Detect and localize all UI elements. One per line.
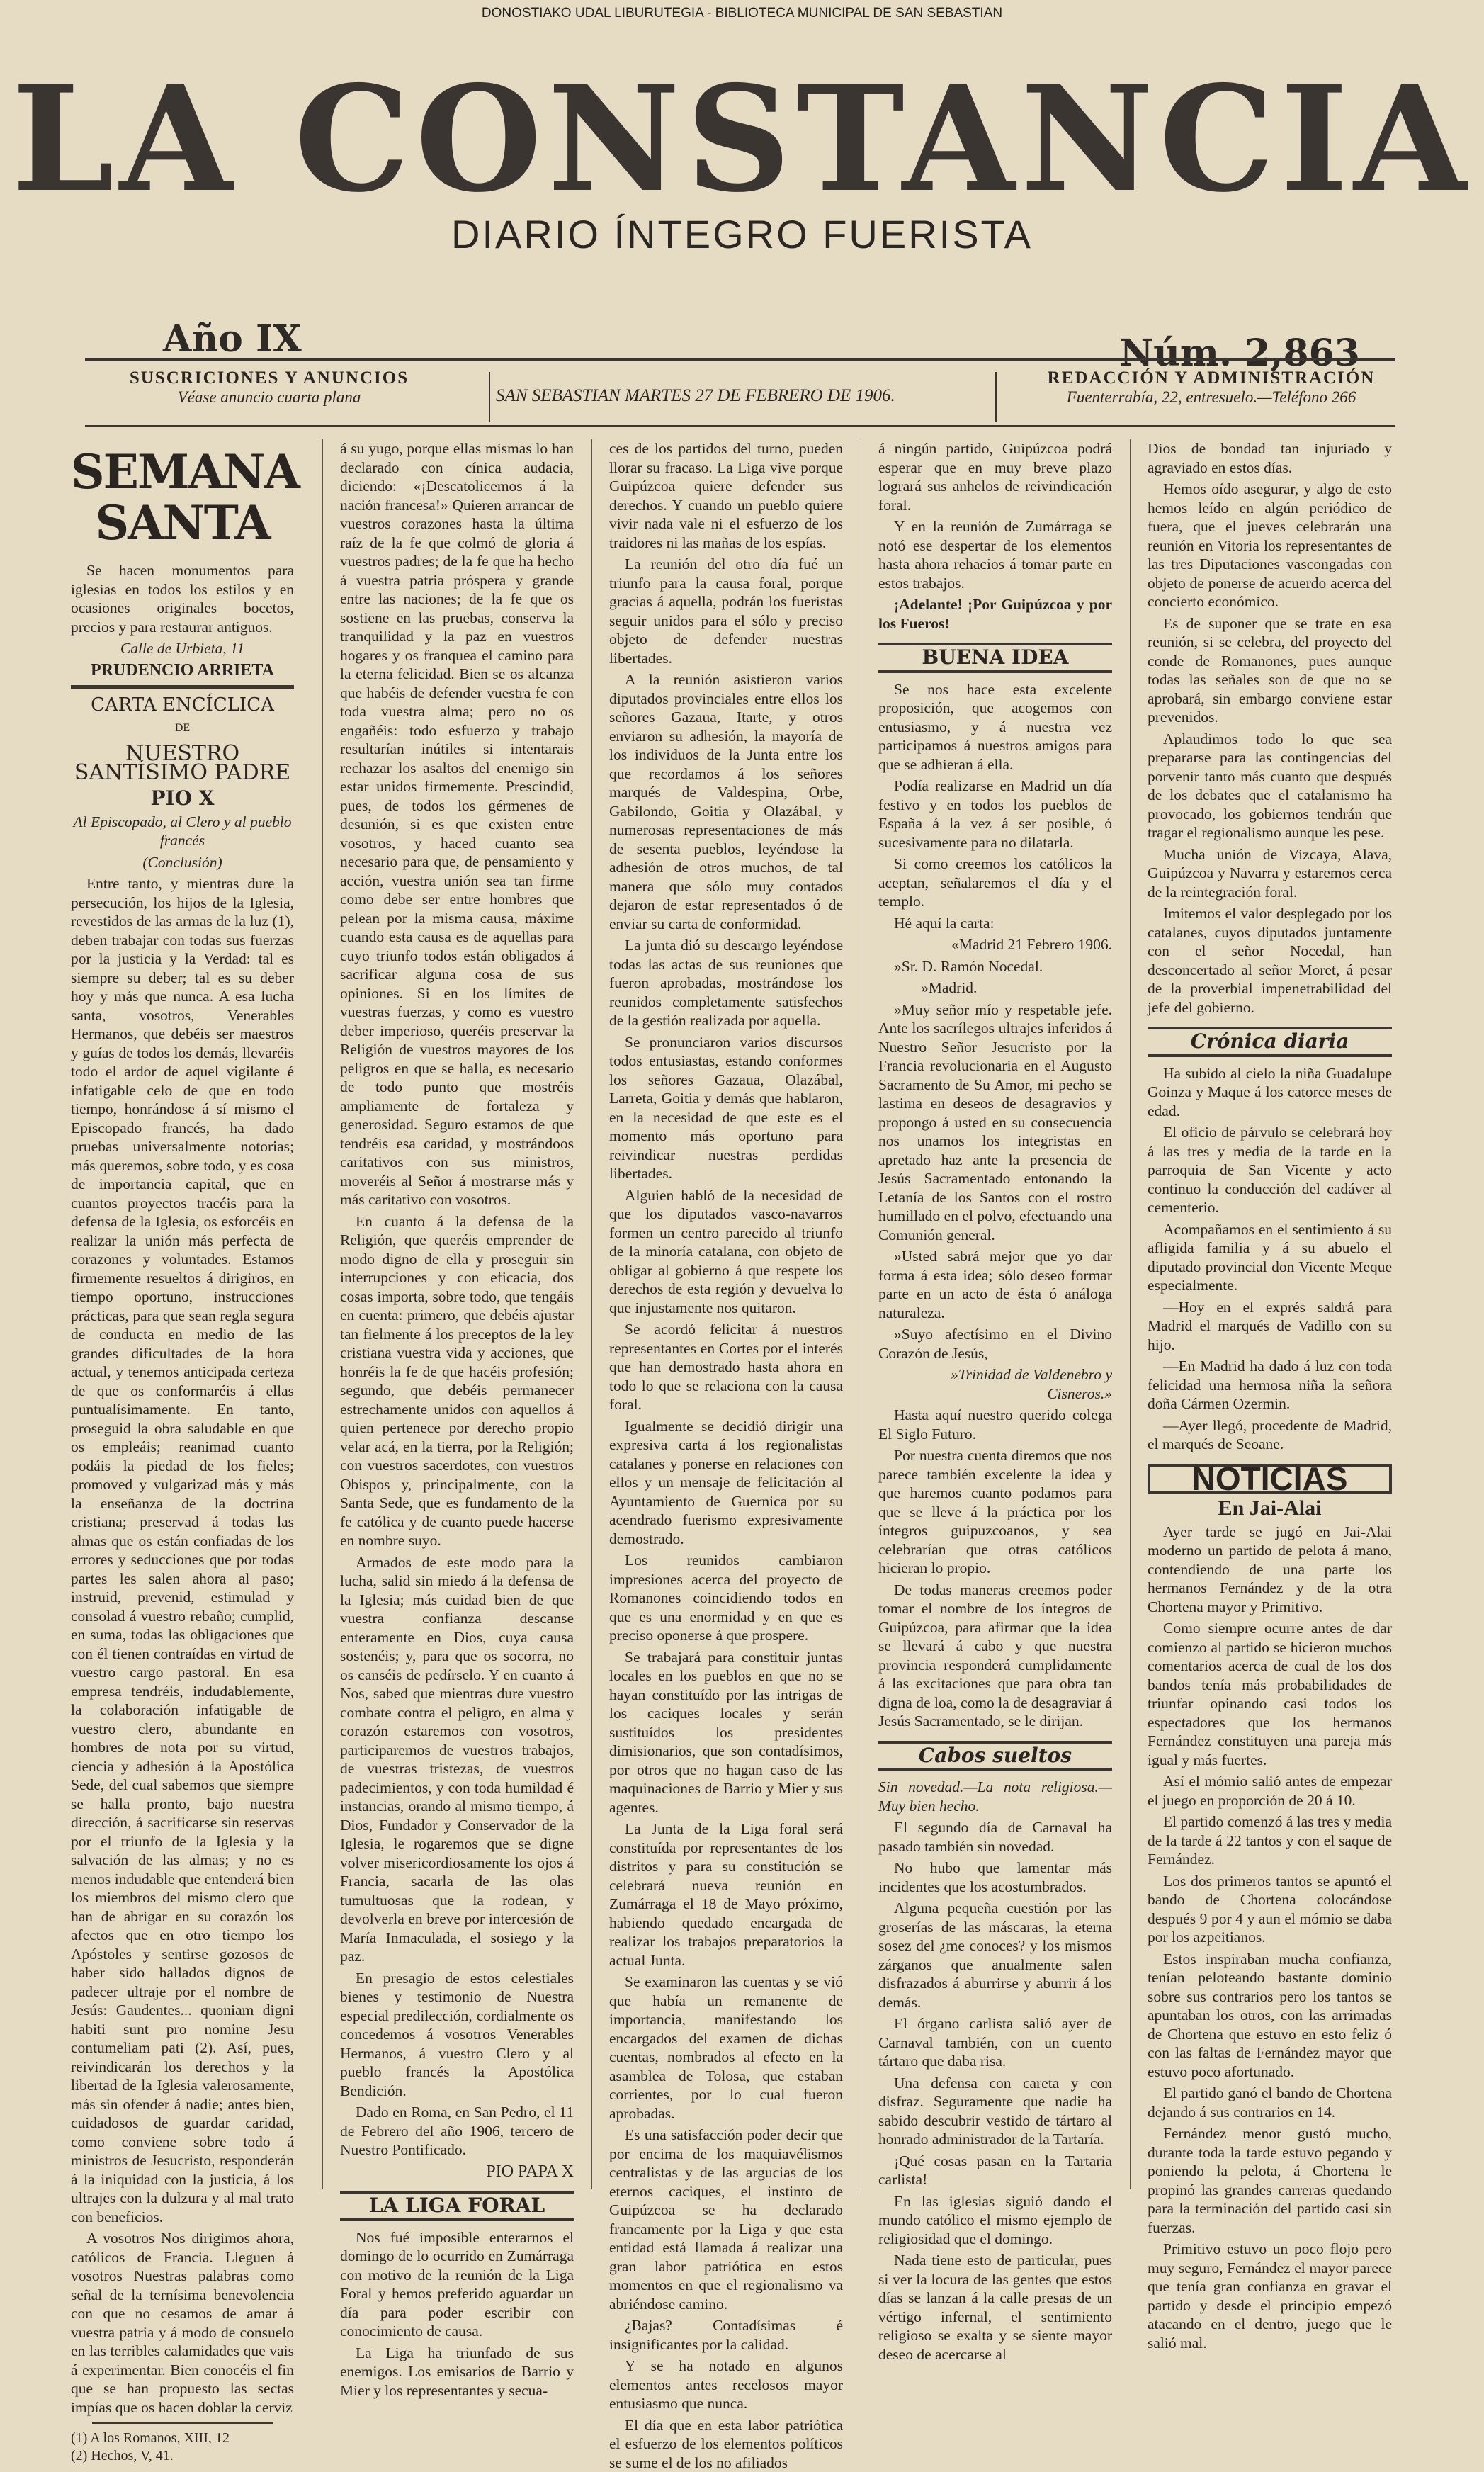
article-paragraph: Y se ha notado en algunos elementos antes recelosos mayor entusiasmo que nunca. [609,2357,843,2413]
column-2 [340,439,574,2189]
article-paragraph: El día que en esta labor patriótica el esfuerzo de los elementos políticos se sume el de los no afiliados [609,2416,843,2472]
article-paragraph: Mucha unión de Vizcaya, Alava, Guipúzcoa y Navarra y estaremos cerca de la reintegración foral. [1148,845,1392,902]
footnote: (2) Hechos, V, 41. [71,2447,294,2465]
noticias-heading: NOTICIAS [1148,1464,1392,1494]
article-paragraph: Como siempre ocurre antes de dar comienzo al partido se hicieron muchos comentarios acerca de cual de los dos bandos tenía más probabilidades de triunfar opinando casi todos los espectadores que los hermanos Fernández constituyen una pareja más igual y más fuertes. [1148,1619,1392,1769]
article-paragraph: Imitemos el valor desplegado por los catalanes, cuyos diputados juntamente con el señor Nocedal, han desconcertado al señor Moret, á pesar de la proverbial impenetrabilidad del jefe del gobierno. [1148,904,1392,1017]
encyclical-paragraph: Entre tanto, y mientras dure la persecución, los hijos de la Iglesia, revestidos de las armas de la luz (1), deben trabajar con todas sus fuerzas por la justicia y la Verdad: tal es siempre su deber; tal es su deber hoy y más que nunca. A esa lucha santa, vosotros, Venerables Hermanos, que debéis ser maestros y guías de todos los demás, llevaréis todo el ardor de aquel vigilante é infatigable celo de que en todo tiempo, honrándose á sí mismo el Episcopado francés, ha dado pruebas universalmente notorias; más queremos, sobre todo, y es cosa de importancia capital, que en cuantos proyectos tracéis para la defensa de la Iglesia, os esforcéis en realizar la unión más perfecta de corazones y voluntades. Estamos firmemente resueltos á dirigiros, en tiempo oportuno, instrucciones prácticas, para que sean regla segura de conducta en medio de las grandes dificultades de la hora actual, y tenemos anticipada certeza de que os conformaréis á ellas puntualísimamente. En tanto, proseguid la obra saludable en que os empleáis; reanimad cuanto podáis la piedad de los fieles; promoved y vulgarizad más y más la enseñanza de la doctrina cristiana; preservad á todas las almas que os están confiadas de los errores y seducciones que por todas partes les salen ahora al paso; instruid, prevenid, estimulad y consolad á vuestro rebaño; cumplid, en suma, todas las obligaciones que con él tienen contraídas en virtud de vuestro cargo pastoral. En esa empresa tendréis, indudablemente, la colaboración infatigable de vuestro clero, abundante en hombres de nota por su virtud, ciencia y adhesión á la Apostólica Sede, del cual sabemos que siempre se halla pronto, bajo nuestra dirección, á sacrificarse sin reservas por el triunfo de la Iglesia y la salvación de las almas; y no es menos indudable que entenderá bien los miembros del mismo clero que han de abrigar en su corazón los afectos que en otro tiempo los Apóstoles y sentirse gozosos de haber sido hallados dignos de padecer ultraje por el nombre de Jesús: Gaudentes... quoniam digni habiti sunt pro nomine Jesu contumeliam pati (2). Así, pues, reivindicarán los derechos y la libertad de la Iglesia valerosamente, más sin ofender á nadie; antes bien, cuidadosos de guardar caridad, como conviene sobre todo á ministros de Jesucristo, responderán á la iniquidad con la justicia, á los ultrajes con la dulzura y al mal trato con beneficios. [71,874,294,2226]
liga-foral-heading: LA LIGA FORAL [340,2191,574,2221]
article-paragraph: Hemos oído asegurar, y algo de esto hemos leído en algún periódico de fuera, que el jueves celebrarán una reunión en Vitoria los representantes de las tres Diputaciones vascongadas con objeto de ponerse de acuerdo acerca del concierto económico. [1148,480,1392,611]
article-paragraph: El oficio de párvulo se celebrará hoy á las tres y media de la tarde en la parroquia de San Vicente y acto continuo la conducción del cadáver al cementerio. [1148,1123,1392,1217]
ad-address: Calle de Urbieta, 11 [71,639,294,658]
column-divider [591,439,592,2189]
article-paragraph: Se examinaron las cuentas y se vió que había un remanente de importancia, manifestando los encargados del examen de dichas cuentas, nombrados al efecto en la asamblea de Tolosa, que estaban corrientes, por lo cual fueron aprobadas. [609,1972,843,2123]
article-paragraph: Se acordó felicitar á nuestros representantes en Cortes por el interés que han demostrado hasta ahora en todo lo que se relaciona con la causa foral. [609,1320,843,1414]
letter-heading: CARTA ENCÍCLICA [71,696,294,715]
column-3 [609,439,843,2189]
column-4 [878,439,1112,2189]
article-paragraph: á ningún partido, Guipúzcoa podrá esperar que en muy breve plazo logrará sus anhelos de reivindicación foral. [878,439,1112,514]
cronica-diaria-heading: Crónica diaria [1148,1027,1392,1057]
article-paragraph: Si como creemos los católicos la aceptan, señalaremos el día y el templo. [878,854,1112,911]
footnotes [71,2429,294,2465]
article-paragraph: De todas maneras creemos poder tomar el nombre de los íntegros de Guipúzcoa, para afirmar que la idea se llevará á cabo y que nuestra provincia responderá cumplidamente á las excitaciones que para obra tan digna de loa, como la de desagraviar á Jesús Sacramentado, se le dirijan. [878,1581,1112,1731]
article-paragraph: ¡Adelante! ¡Por Guipúzcoa y por los Fueros! [878,595,1112,633]
article-paragraph: —Ayer llegó, procedente de Madrid, el marqués de Seoane. [1148,1416,1392,1454]
article-paragraph: Y en la reunión de Zumárraga se notó ese despertar de los elementos hasta ahora rehacios á tomar parte en estos trabajos. [878,517,1112,592]
article-paragraph: La junta dió su descargo leyéndose todas las actas de sus reuniones que fueron aprobadas, mostrándose los reunidos completamente satisfechos de la gestión realizada por aquella. [609,936,843,1030]
header-rule-bottom [85,425,1395,427]
article-paragraph: El órgano carlista salió ayer de Carnaval también, con un cuento tártaro que daba risa. [878,2014,1112,2071]
article-paragraph: Los dos primeros tantos se apuntó el bando de Chortena colocándose después 9 por 4 y aun el mómio se daba por los azpeitianos. [1148,1872,1392,1947]
article-paragraph: Hasta aquí nuestro querido colega El Siglo Futuro. [878,1406,1112,1443]
article-paragraph: Ayer tarde se jugó en Jai-Alai moderno un partido de pelota á mano, contendiendo de una parte los hermanos Fernández y de la otra Chortena mayor y Primitivo. [1148,1523,1392,1617]
letter-pope: NUESTRO SANTÍSIMO PADRE [71,745,294,782]
encyclical-paragraph: Dado en Roma, en San Pedro, el 11 de Febrero del año 1906, tercero de Nuestro Pontificado. [340,2103,574,2160]
footnote-rule [92,2422,273,2424]
letter-paragraph: »Muy señor mío y respetable jefe. Ante los sacrílegos ultrajes inferidos á Nuestro Señor Jesucristo por la Francia revolucionaria en el Augusto Sacramento de Su Amor, mi pecho se lastima en deseos de desagravios y propongo á usted en su consecuencia nos unamos los integristas en apretado haz ante la presencia de Jesús Sacramentado entonando la Letanía de los Santos con el rostro humillado en el polvo, efectuando una Comunión general. [878,1000,1112,1245]
encyclical-paragraph: Armados de este modo para la lucha, salid sin miedo á la defensa de la Iglesia; más cuidad bien de que vuestra confianza descanse enteramente en Dios, cuya causa sostenéis; y, para que os socorra, no os canséis de pedírselo. Y en cuanto á Nos, sabed que mientras dure vuestro combate contra el peligro, en alma y corazón estaremos con vosotros, participaremos de vuestros trabajos, de vuestras tristezas, de vuestros padecimientos, y con toda humildad é instancias, orando al mismo tiempo, á Dios, Fundador y Conservador de la Iglesia, le rogaremos que se digne volver misericordiosamente los ojos á Francia, sacarla de las olas tumultuosas que la rodean, y devolverla en breve por intercesión de María Inmaculada, el sosiego y la paz. [340,1553,574,1966]
subscriptions-title: SUSCRICIONES Y ANUNCIOS [106,368,432,388]
letter-recipient: »Sr. D. Ramón Nocedal. [878,957,1112,976]
article-paragraph: La Junta de la Liga foral será constituída por representantes de los distritos y para su constitución se celebrará nueva reunión en Zumárraga el 18 de Mayo próximo, habiendo quedado encargada de realizar los trabajos preparatorios la actual Junta. [609,1819,843,1970]
cabos-subheading: Sin novedad.—La nota religiosa.—Muy bien hecho. [878,1778,1112,1815]
article-paragraph: Por nuestra cuenta diremos que nos parece también excelente la idea y que haremos cuanto podamos para que se lleve á la práctica por los íntegros guipuzcoanos, y sea celebrarían que otras católicos hicieran lo propio. [878,1446,1112,1578]
signature: PIO PAPA X [340,2162,574,2182]
header-divider-left [489,372,490,422]
article-paragraph: —En Madrid ha dado á luz con toda felicidad una hermosa niña la señora doña Cármen Ozermin. [1148,1357,1392,1413]
article-paragraph: Fernández menor gustó mucho, durante toda la tarde estuvo pegando y poniendo la pelota, á Chortena le propinó las grandes carreras quedando para la terminación del partido casi sin fuerzas. [1148,2124,1392,2237]
editorial-address: Fuenterrabía, 22, entresuelo.—Teléfono 266 [1013,388,1410,407]
letter-conclusion: (Conclusión) [71,853,294,872]
article-paragraph: Es de suponer que se trate en esa reunión, si se celebra, del proyecto del conde de Romanones, pues aunque todas las señales son de que no se aprobará, sin embargo conviene estar prevenidos. [1148,614,1392,727]
article-paragraph: —Hoy en el exprés saldrá para Madrid el marqués de Vadillo con su hijo. [1148,1298,1392,1355]
jai-alai-heading: En Jai-Alai [1148,1499,1392,1518]
footnote: (1) A los Romanos, XIII, 12 [71,2429,294,2447]
article-paragraph: Así el mómio salió antes de empezar el juego en proporción de 20 á 10. [1148,1772,1392,1810]
editorial-title: REDACCIÓN Y ADMINISTRACIÓN [1013,368,1410,388]
letter-signature: »Trinidad de Valdenebro y Cisneros.» [878,1365,1112,1403]
article-paragraph: ¿Bajas? Contadísimas é insignificantes por la calidad. [609,2316,843,2354]
article-paragraph: En las iglesias siguió dando el mundo católico el mismo ejemplo de religiosidad que el domingo. [878,2192,1112,2249]
letter-de: DE [71,719,294,738]
subscriptions-note: Véase anuncio cuarta plana [106,388,432,407]
article-paragraph: Hé aquí la carta: [878,914,1112,933]
article-paragraph: Una defensa con careta y con disfraz. Seguramente que nadie ha sabido descubrir vestido de tártaro al honrado administrador de la Tartaría. [878,2074,1112,2149]
article-paragraph: Los reunidos cambiaron impresiones acerca del proyecto de Romanones coincidiendo todos en que es una enormidad y en que es preciso oponerse á que prospere. [609,1551,843,1645]
year-label: Año IX [163,317,302,361]
editorial-header [1013,368,1410,407]
letter-pio: PIO X [71,789,294,808]
article-paragraph: Estos inspiraban mucha confianza, tenían peloteando bastante dominio sobre sus contrarios pero los tantos se apuntaban los otros, con las arrimadas de Chortena que estuvo en esto feliz ó con las faltas de Fernández mayor que estuvo poco afortunado. [1148,1950,1392,2082]
article-paragraph: ¡Qué cosas pasan en la Tartaria carlista! [878,2152,1112,2189]
article-paragraph: El segundo día de Carnaval ha pasado también sin novedad. [878,1818,1112,1856]
masthead-title: LA CONSTANCIA [0,67,1484,213]
article-paragraph: ces de los partidos del turno, pueden llorar su fracaso. La Liga vive porque Guipúzcoa quiere defender sus derechos. Y cuando un pueblo quiere vivir nada vale ni el esfuerzo de los traidores ni las mañas de los espías. [609,439,843,552]
letter-paragraph: »Suyo afectísimo en el Divino Corazón de Jesús, [878,1325,1112,1362]
article-paragraph: Es una satisfacción poder decir que por encima de los maquiavélismos centralistas y de las argucias de los eternos caciques, el instinto de Guipúzcoa se ha declarado francamente por la Liga y que esta entidad está llamada á realizar una gran labor patriótica en estos momentos en que el regionalismo va abriéndose camino. [609,2126,843,2313]
article-paragraph: El partido comenzó á las tres y media de la tarde á 22 tantos y con el saque de Fernández. [1148,1812,1392,1869]
article-paragraph: Ha subido al cielo la niña Guadalupe Goinza y Maque á los catorce meses de edad. [1148,1064,1392,1121]
article-paragraph: La reunión del otro día fué un triunfo para la causa foral, porque gracias á aquella, podrán los fueristas seguir unidos para el sólo y preciso objeto de defender nuestras libertades. [609,555,843,667]
article-paragraph: Alguna pequeña cuestión por las groserías de las máscaras, la eterna sosez del ¿me conoces? y los mismos zárganos que anualmente salen disfrazados á aburrirse y aburrir á los demás. [878,1899,1112,2011]
ad-heading: SEMANA SANTA [71,446,294,548]
article-paragraph: El partido ganó el bando de Chortena dejando á sus contrarios en 14. [1148,2084,1392,2121]
archive-banner: DONOSTIAKO UDAL LIBURUTEGIA - BIBLIOTECA MUNICIPAL DE SAN SEBASTIAN [0,6,1484,21]
article-paragraph: La Liga ha triunfado de sus enemigos. Los emisarios de Barrio y Mier y los representantes y secua- [340,2344,574,2400]
column-1 [71,439,294,2189]
article-paragraph: Primitivo estuvo un poco flojo pero muy seguro, Fernández el mayor parece que tenía gran confianza en gravar el partido y desde el principio empezó atacando en el dentro, juego que le salió mal. [1148,2240,1392,2352]
article-paragraph: A la reunión asistieron varios diputados provinciales entre ellos los señores Gazaua, Itarte, y otros enviaron su adhesión, la mayoría de los individuos de la Junta entre los que recordamos á los señores marqués de Valdespina, Orbe, Gabilondo, Goitia y Olazábal, y numerosas representaciones de más de sesenta pueblos, leyéndose la adhesión de otros muchos, de tal manera que sólo muy contados dejaron de estar representados ó de enviar su carta de conformidad. [609,670,843,933]
letter-date: «Madrid 21 Febrero 1906. [878,935,1112,954]
encyclical-paragraph: En presagio de estos celestiales bienes y testimonio de Nuestra especial predilección, cordialmente os concedemos á vosotros Venerables Hermanos, á vuestro Clero y al pueblo francés la Apostólica Bendición. [340,1969,574,2101]
encyclical-paragraph: En cuanto á la defensa de la Religión, que queréis emprender de modo digno de ella y proseguir sin interrupciones y con eficacia, dos cosas importa, sobre todo, que tengáis en cuenta: primero, que debéis ajustar tan fielmente á los preceptos de la ley cristiana vuestra vida y acciones, que honréis la fe de que hacéis profesión; segundo, que debéis permanecer estrechamente unidos con aquellos á quien pertenece por derecho propio velar acá, en la tierra, por la Religión; con vuestros sacerdotes, con vuestros Obispos y, principalmente, con la Santa Sede, que es fundamento de la fe católica y de cuanto puede hacerse en nombre suyo. [340,1212,574,1550]
cabos-sueltos-heading: Cabos sueltos [878,1741,1112,1771]
letter-city: »Madrid. [878,978,1112,998]
encyclical-paragraph: A vosotros Nos dirigimos ahora, católicos de Francia. Lleguen á vosotros Nuestras palabras como señal de la ternísima benevolencia con que no cesamos de amar á vuestra patria y á modo de consuelo en las terribles calamidades que vais á experimentar. Bien conocéis el fin que se han propuesto las sectas impías que os hacen doblar la cerviz [71,2229,294,2417]
ad-rule [71,685,294,689]
ad-name: PRUDENCIO ARRIETA [71,661,294,680]
ad-text: Se hacen monumentos para iglesias en todos los estilos y en ocasiones originales bocetos, precios y para restaurar antiguos. [71,561,294,636]
issue-number: Núm. 2,863 [1120,332,1360,375]
buena-idea-heading: BUENA IDEA [878,643,1112,673]
article-paragraph: Se pronunciaron varios discursos todos entusiastas, estando conformes los señores Gazaua, Olazábal, Larreta, Goitia y demás que hablaron, en la necesidad de que este es el momento más oportuno para reivindicar nuestras perdidas libertades. [609,1033,843,1183]
article-paragraph: Nada tiene esto de particular, pues si ver la locura de las gentes que estos días se lanzan á la calle presas de un vértigo infernal, el sentimiento religioso se exalta y se siente mayor deseo de acercarse al [878,2251,1112,2364]
header-divider-right [995,372,997,422]
encyclical-paragraph: á su yugo, porque ellas mismas lo han declarado con cínica audacia, diciendo: «¡Descatolicemos á la nación francesa!» Quieren arrancar de vuestros corazones hasta la última raíz de la fe que colmó de gloria á vuestros padres; de la fe que ha hecho á vuestra patria próspera y grande entre las naciones; de la fe que os sostiene en las pruebas, conserva la tranquilidad y la paz en vuestros hogares y os franquea el camino para la eterna felicidad. Bien se os alcanza que habéis de defender vuestra fe con toda vuestra alma; pero no os engañéis: todo esfuerzo y trabajo resultarían inútiles si intentarais rechazar los asaltos del enemigo sin estar unidos firmemente. Prescindid, pues, de todos los gérmenes de desunión, si es que existen entre vosotros, y haced cuanto sea necesario para que, de pensamiento y acción, vuestra unión sea tan firme como debe ser entre hombres que pelean por la misma causa, máxime cuando esta causa es de aquellas para cuyo triunfo todos están obligados á sacrificar alguna cosa de sus opiniones. Si en los límites de vuestras fuerzas, y como es vuestro deber imperioso, queréis preservar la Religión de vuestros mayores de los peligros en que se halla, es necesario de todo punto que mostréis ampliamente de fortaleza y generosidad. Seguro estamos de que tendréis esa caridad, y mostrándoos caritativos con sus ministros, moveréis al Señor á mostrarse más y más caritativo con vosotros. [340,439,574,1209]
article-paragraph: Se nos hace esta excelente proposición, que acogemos con entusiasmo, y á nuestra vez participamos á nuestros amigos para que se adhieran á ella. [878,680,1112,774]
column-5 [1148,439,1392,2189]
article-paragraph: Acompañamos en el sentimiento á su afligida familia y á su abuelo el diputado provincial don Vicente Meque especialmente. [1148,1220,1392,1295]
article-paragraph: Se trabajará para constituir juntas locales en los pueblos en que no se hayan constituído por las intrigas de los caciques locales y serán sustituídos los presidentes dimisionarios, que son contadísimos, por otros que no hagan caso de las maquinaciones de Barrio y Mier y sus agentes. [609,1648,843,1817]
article-paragraph: Aplaudimos todo lo que sea prepararse para las contingencias del porvenir tanto más cuanto que después de los debates que el catalanismo ha provocado, los gobiernos tendrán que tragar el regionalismo aunque les pese. [1148,730,1392,842]
column-divider [322,439,323,2189]
article-paragraph: Podía realizarse en Madrid un día festivo y en todos los pueblos de España á la vez á ser posible, ó sucesivamente para no dilatarla. [878,777,1112,852]
article-paragraph: Alguien habló de la necesidad de que los diputados vasco-navarros formen un centro parecido al triunfo de la minoría catalana, con objeto de obligar al gobierno á que respete los derechos de esta región y devuelva lo que injustamente nos quitaron. [609,1186,843,1318]
letter-recipients: Al Episcopado, al Clero y al pueblo francés [71,813,294,850]
masthead-subtitle: DIARIO ÍNTEGRO FUERISTA [0,211,1484,257]
article-paragraph: No hubo que lamentar más incidentes que los acostumbrados. [878,1858,1112,1896]
subscriptions-header [106,368,432,407]
issue-date: SAN SEBASTIAN MARTES 27 DE FEBRERO DE 1906. [496,386,895,406]
letter-paragraph: »Usted sabrá mejor que yo dar forma á esta idea; sólo deseo formar parte en un acto de ésta ó análoga naturaleza. [878,1247,1112,1322]
article-paragraph: Igualmente se decidió dirigir una expresiva carta á los regionalistas catalanes y ponerse en relaciones con ellos y un mensaje de felicitación al Ayuntamiento de Guernica por su acendrado fuerismo expresivamente demostrado. [609,1417,843,1549]
column-divider [1130,439,1131,2189]
article-paragraph: Nos fué imposible enterarnos el domingo de lo ocurrido en Zumárraga con motivo de la reunión de la Liga Foral y hemos preferido aguardar un día para poder escribir con conocimiento de causa. [340,2228,574,2341]
header-rule-top [85,358,1395,361]
article-paragraph: Dios de bondad tan injuriado y agraviado en estos días. [1148,439,1392,477]
